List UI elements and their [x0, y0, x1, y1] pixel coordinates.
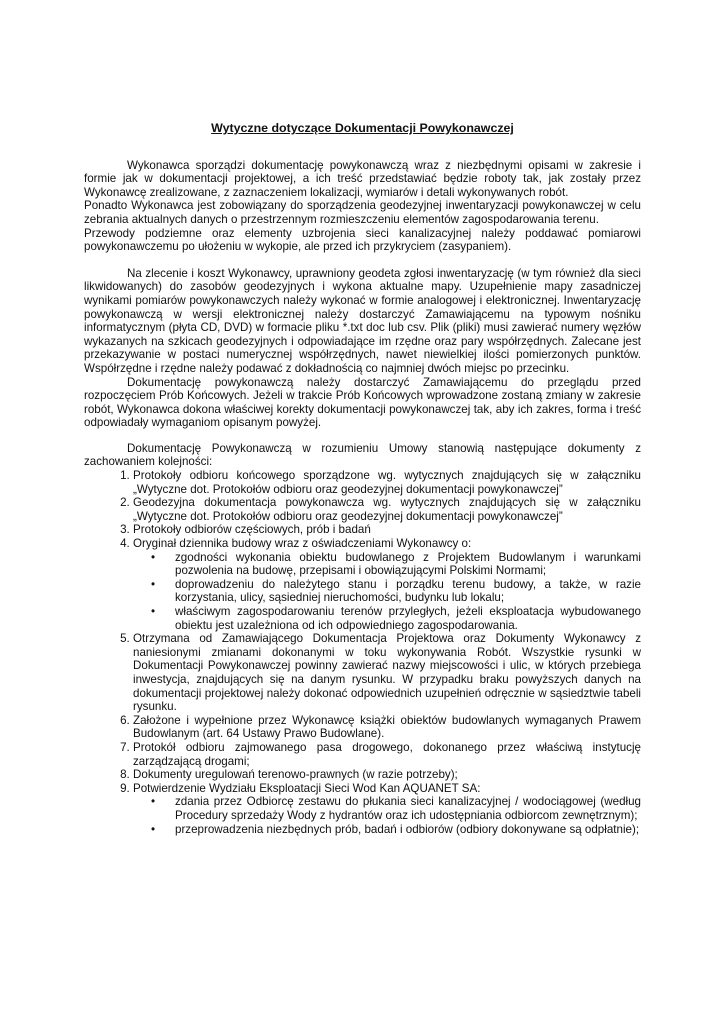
- document-title: Wytyczne dotyczące Dokumentacji Powykonawczej: [211, 121, 514, 135]
- list-item: 2. Geodezyjna dokumentacja powykonawcza wg. wytycznych znajdujących się w załączniku „Wytyczne dot. Protokołów odbioru oraz geodezyjnej dokumentacji powykonawczej”: [133, 496, 641, 523]
- sub-list: [133, 551, 641, 633]
- paragraph-geodetic-inventory: Ponadto Wykonawca jest zobowiązany do sporządzenia geodezyjnej inwentaryzacji powykonawczej w celu zebrania aktualnych danych o przestrzennym rozmieszczeniu elementów zagospodarowania terenu.: [84, 199, 641, 226]
- list-item: 5. Otrzymana od Zamawiającego Dokumentacja Projektowa oraz Dokumenty Wykonawcy z naniesionymi zmianami dokonanymi w toku wykonywania Robót. Wszystkie rysunki w Dokumentacji Powykonawczej powinny zawierać nazwy miejscowości i ulic, w których przebiega inwestycja, znajdujących się na danym rysunku. W przypadku braku powyższych danych na dokumentacji projektowej należy dokonać odpowiednich uzupełnień odręcznie w sąsiedztwie tabeli rysunku.: [133, 632, 641, 714]
- list-item: 4. Oryginał dziennika budowy wraz z oświadczeniami Wykonawcy o: • zgodności wykonania obiektu budowlanego z Projektem Budowlanym i warunkami pozwolenia na budowę, przepisami i obowiązującymi Polskimi Normami; • doprowadzeniu do należytego stanu i porządku terenu budowy, a także, w razie korzystania, ulicy, sąsiedniej nieruchomości, budynku lub lokalu; • właściwym zagospodarowaniu terenów przyległych, jeżeli eksploatacja wybudowanego obiektu jest uzależniona od ich odpowiedniego zagospodarowania.: [133, 537, 641, 632]
- sub-list-item: • doprowadzeniu do należytego stanu i porządku terenu budowy, a także, w razie korzystania, ulicy, sąsiedniej nieruchomości, budynku lub lokalu;: [175, 578, 641, 605]
- paragraph-surveyor: Na zlecenie i koszt Wykonawcy, uprawniony geodeta zgłosi inwentaryzację (w tym również dla sieci likwidowanych) do zasobów geodezyjnych i wykona aktualne mapy. Uzupełnienie mapy zasadniczej wynikami pomiarów powykonawczych należy wykonać w formie analogowej i elektronicznej. Inwentaryzację powykonawczą w wersji elektronicznej należy dostarczyć Zamawiającemu na typowym nośniku informatycznym (płyta CD, DVD) w formacie pliku *.txt doc lub csv. Plik (pliki) musi zawierać numery węzłów wykazanych na szkicach geodezyjnych i odpowiadające im rzędne oraz pary współrzędnych. Zalecane jest przekazywanie w postaci numerycznej współrzędnych, nawet niewielkiej ilości pomierzonych punktów. Współrzędne i rzędne należy podawać z dokładnością co najmniej dwóch miejsc po przecinku.: [84, 266, 641, 375]
- list-item: 9. Potwierdzenie Wydziału Eksploatacji Sieci Wod Kan AQUANET SA: • zdania przez Odbiorcę zestawu do płukania sieci kanalizacyjnej / wodociągowej (według Procedury sprzedaży Wody z hydrantów oraz ich udostępniania odbiorcom zewnętrznym); • przeprowadzenia niezbędnych prób, badań i odbiorów (odbiory dokonywane są odpłatnie);: [133, 782, 641, 836]
- document-page: [84, 122, 641, 836]
- sub-list-item: • zdania przez Odbiorcę zestawu do płukania sieci kanalizacyjnej / wodociągowej (według Procedury sprzedaży Wody z hydrantów oraz ich udostępniania odbiorcom zewnętrznym);: [175, 795, 641, 822]
- list-item: 1. Protokoły odbioru końcowego sporządzone wg. wytycznych znajdujących się w załączniku „Wytyczne dot. Protokołów odbioru oraz geodezyjnej dokumentacji powykonawczej”: [133, 469, 641, 496]
- paragraph-review: Dokumentację powykonawczą należy dostarczyć Zamawiającemu do przeglądu przed rozpoczęciem Prób Końcowych. Jeżeli w trakcie Prób Końcowych wprowadzone zostaną zmiany w zakresie robót, Wykonawca dokona właściwej korekty dokumentacji powykonawczej tak, aby ich zakres, forma i treść odpowiadały wymaganiom opisanym powyżej.: [84, 375, 641, 430]
- paragraph-intro: Wykonawca sporządzi dokumentację powykonawczą wraz z niezbędnymi opisami w zakresie i formie jak w dokumentacji projektowej, a ich treść przedstawiać będzie roboty tak, jak zostały przez Wykonawcę zrealizowane, z zaznaczeniem lokalizacji, wymiarów i detali wykonywanych robót.: [84, 158, 641, 199]
- sub-list-item: • właściwym zagospodarowaniu terenów przyległych, jeżeli eksploatacja wybudowanego obiektu jest uzależniona od ich odpowiedniego zagospodarowania.: [175, 605, 641, 632]
- sub-list-item: • zgodności wykonania obiektu budowlanego z Projektem Budowlanym i warunkami pozwolenia na budowę, przepisami i obowiązującymi Polskimi Normami;: [175, 551, 641, 578]
- documents-list: [84, 469, 641, 836]
- list-item: 7. Protokół odbioru zajmowanego pasa drogowego, dokonanego przez właściwą instytucję zarządzającą drogami;: [133, 741, 641, 768]
- list-item: 8. Dokumenty uregulowań terenowo-prawnych (w razie potrzeby);: [133, 768, 641, 782]
- sub-list: [133, 795, 641, 836]
- list-item: 6. Założone i wypełnione przez Wykonawcę książki obiektów budowlanych wymaganych Prawem Budowlanym (art. 64 Ustawy Prawo Budowlane).: [133, 714, 641, 741]
- paragraph-documents-intro: Dokumentację Powykonawczą w rozumieniu Umowy stanowią następujące dokumenty z zachowaniem kolejności:: [84, 441, 641, 469]
- list-item: 3. Protokoły odbiorów częściowych, prób i badań: [133, 523, 641, 537]
- paragraph-underground-pipes: Przewody podziemne oraz elementy uzbrojenia sieci kanalizacyjnej należy poddawać pomiarowi powykonawczemu po ułożeniu w wykopie, ale przed ich przykryciem (zasypaniem).: [84, 226, 641, 254]
- sub-list-item: • przeprowadzenia niezbędnych prób, badań i odbiorów (odbiory dokonywane są odpłatnie);: [175, 823, 641, 837]
